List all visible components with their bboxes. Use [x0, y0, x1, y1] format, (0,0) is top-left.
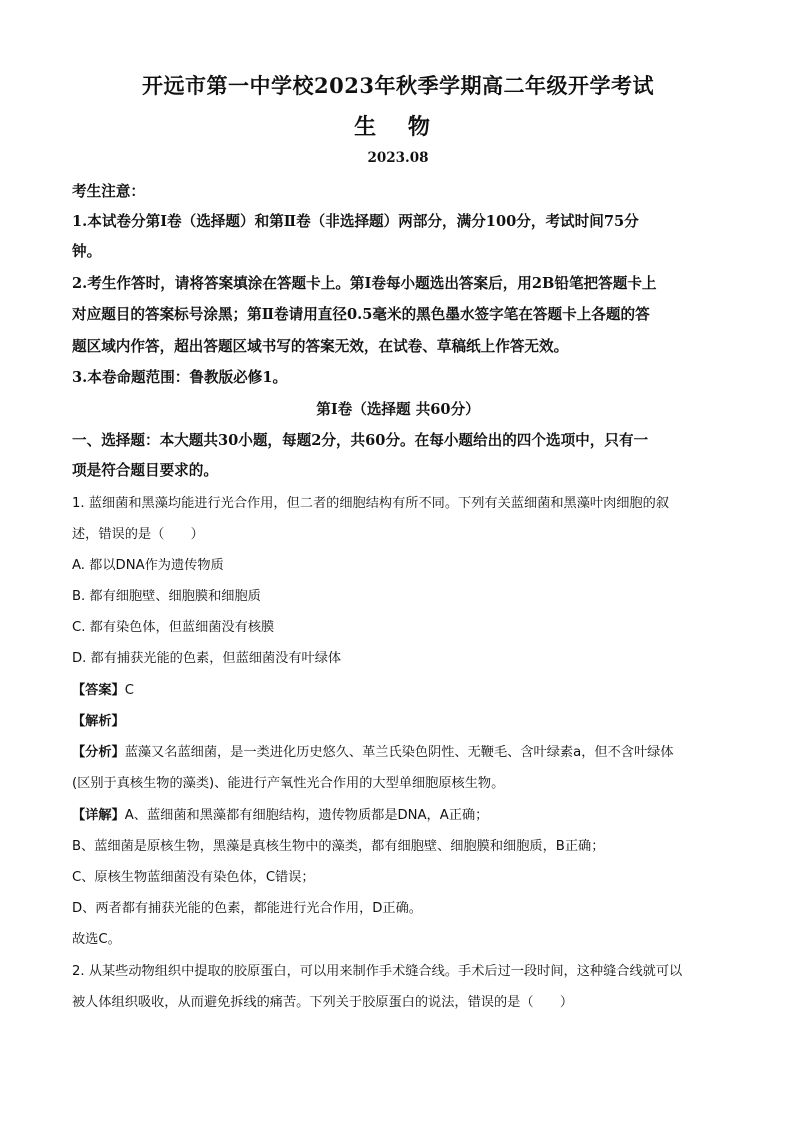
question-1-option-b: B. 都有细胞壁、细胞膜和细胞质 — [72, 589, 261, 604]
question-1-fenxi-line-1 — [72, 743, 724, 763]
question-1-answer — [72, 681, 724, 701]
question-1-xiangjie-d: D、两者都有捕获光能的色素，都能进行光合作用，D正确。 — [72, 901, 422, 916]
question-1-analysis-label — [72, 712, 724, 732]
section-instruction-line-2: 项是符合题目要求的。 — [72, 462, 218, 479]
question-1-option-a: A. 都以DNA作为遗传物质 — [72, 558, 224, 573]
question-1-xiangjie-a — [72, 806, 724, 826]
notice-item-2-line-1: 2.考生作答时，请将答案填涂在答题卡上。第Ⅰ卷每小题选出答案后，用2B铅笔把答题卡上 — [72, 275, 657, 292]
fenxi-label: 【分析】 — [72, 745, 125, 760]
exam-title: 开远市第一中学校2023年秋季学期高二年级开学考试 — [142, 73, 654, 98]
question-1-option-d: D. 都有捕获光能的色素，但蓝细菌没有叶绿体 — [72, 651, 342, 666]
analysis-label: 【解析】 — [72, 714, 125, 729]
fenxi-text-1: 蓝藻又名蓝细菌，是一类进化历史悠久、革兰氏染色阴性、无鞭毛、含叶绿素a，但不含叶绿体 — [124, 745, 674, 760]
question-1-fenxi-line-2: (区别于真核生物的藻类)、能进行产氧性光合作用的大型单细胞原核生物。 — [72, 776, 505, 791]
question-1-conclusion: 故选C。 — [72, 932, 121, 947]
section-title: 第Ⅰ卷（选择题 共60分） — [316, 401, 480, 418]
subject-title: 生 物 — [354, 114, 442, 140]
notice-heading: 考生注意： — [72, 183, 145, 200]
section-instruction-line-1: 一、选择题：本大题共30小题，每题2分，共60分。在每小题给出的四个选项中，只有一 — [72, 432, 649, 449]
answer-value: C — [124, 683, 134, 698]
notice-item-2-line-3: 题区域内作答，超出答题区域书写的答案无效，在试卷、草稿纸上作答无效。 — [72, 338, 569, 355]
notice-item-3: 3.本卷命题范围：鲁教版必修1。 — [72, 369, 288, 386]
question-1-option-c: C. 都有染色体，但蓝细菌没有核膜 — [72, 620, 275, 635]
answer-label: 【答案】 — [72, 683, 125, 698]
exam-date: 2023.08 — [367, 150, 429, 166]
question-2-stem-line-2: 被人体组织吸收，从而避免拆线的痛苦。下列关于胶原蛋白的说法，错误的是（ ） — [72, 995, 574, 1010]
question-1-xiangjie-b: B、蓝细菌是原核生物，黑藻是真核生物中的藻类，都有细胞壁、细胞膜和细胞质，B正确； — [72, 839, 605, 854]
question-2-stem-line-1: 2. 从某些动物组织中提取的胶原蛋白，可以用来制作手术缝合线。手术后过一段时间，这种缝合线就可以 — [72, 964, 683, 979]
notice-item-1-line-2: 钟。 — [72, 243, 102, 260]
question-1-xiangjie-c: C、原核生物蓝细菌没有染色体，C错误； — [72, 870, 315, 885]
notice-item-1-line-1: 1.本试卷分第Ⅰ卷（选择题）和第Ⅱ卷（非选择题）两部分，满分100分，考试时间75分 — [72, 213, 639, 230]
xiangjie-a-text: A、蓝细菌和黑藻都有细胞结构，遗传物质都是DNA，A正确； — [124, 808, 489, 823]
question-1-stem-line-2: 述，错误的是（ ） — [72, 527, 204, 542]
notice-item-2-line-2: 对应题目的答案标号涂黑；第Ⅱ卷请用直径0.5毫米的黑色墨水签字笔在答题卡上各题的答 — [72, 306, 650, 323]
xiangjie-label: 【详解】 — [72, 808, 125, 823]
question-1-stem-line-1: 1. 蓝细菌和黑藻均能进行光合作用，但二者的细胞结构有所不同。下列有关蓝细菌和黑藻叶肉细胞的叙 — [72, 496, 670, 511]
